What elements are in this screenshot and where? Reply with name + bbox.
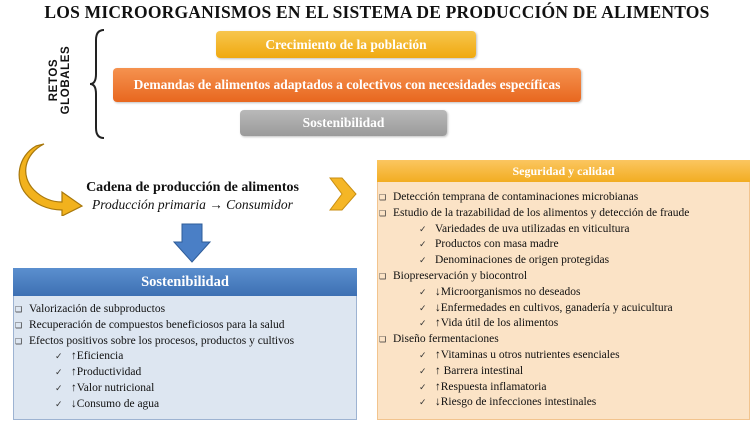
cadena-subtitle: Producción primaria → Consumidor <box>92 197 293 212</box>
seguridad-item-text: Denominaciones de origen protegidas <box>435 254 610 267</box>
seguridad-item-text: Variedades de uva utilizadas en viticultura <box>435 222 630 235</box>
curved-arrow-icon <box>14 140 86 216</box>
check-icon: ✓ <box>419 365 427 376</box>
square-bullet-icon: ❑ <box>379 193 387 202</box>
seguridad-list-item <box>377 316 747 332</box>
check-icon: ✓ <box>419 381 427 392</box>
sostenibilidad-list-item <box>13 397 353 413</box>
sostenibilidad-item-text: Recuperación de compuestos beneficiosos para la salud <box>29 318 285 331</box>
sostenibilidad-list-item <box>13 302 353 318</box>
square-bullet-icon: ❑ <box>15 320 23 330</box>
seguridad-list-item <box>377 253 747 269</box>
diagram-title: LOS MICROORGANISMOS EN EL SISTEMA DE PRODUCCIÓN DE ALIMENTOS <box>44 2 710 22</box>
seguridad-list-item <box>377 348 747 364</box>
square-bullet-icon: ❑ <box>379 271 387 281</box>
seguridad-item-text: Biopreservación y biocontrol <box>393 269 528 282</box>
brace-icon <box>88 28 108 140</box>
seguridad-list-item <box>377 190 747 206</box>
seguridad-item-text: ↓Microorganismos no deseados <box>435 285 581 298</box>
check-icon: ✓ <box>419 302 427 313</box>
seguridad-list-item <box>377 395 747 411</box>
reto-demandas-bar: Demandas de alimentos adaptados a colectivos con necesidades específicas <box>113 68 581 102</box>
sostenibilidad-list-item <box>13 318 353 334</box>
seguridad-list-item <box>377 285 747 301</box>
sostenibilidad-item-text: Valorización de subproductos <box>29 303 166 315</box>
sostenibilidad-item-text: Efectos positivos sobre los procesos, productos y cultivos <box>29 334 295 347</box>
cadena-title: Cadena de producción de alimentos <box>86 180 299 195</box>
down-arrow-icon <box>172 222 212 264</box>
check-icon: ✓ <box>55 382 63 393</box>
reto-crecimiento-bar: Crecimiento de la población <box>216 31 476 58</box>
seguridad-list <box>377 190 747 411</box>
seguridad-item-text: ↑Respuesta inflamatoria <box>435 380 547 393</box>
right-arrow-icon <box>328 174 358 214</box>
seguridad-item-text: ↑Vitaminas u otros nutrientes esenciales <box>435 348 620 361</box>
square-bullet-icon: ❑ <box>15 336 23 346</box>
sostenibilidad-item-text: ↑Valor nutricional <box>71 381 155 394</box>
sostenibilidad-list-item <box>13 381 353 397</box>
seguridad-item-text: Diseño fermentaciones <box>393 333 499 346</box>
check-icon: ✓ <box>419 255 427 266</box>
seguridad-list-item <box>377 380 747 396</box>
check-icon: ✓ <box>419 318 427 329</box>
seguridad-item-text: Detección temprana de contaminaciones microbianas <box>393 191 639 203</box>
seguridad-item-text: ↓Riesgo de infecciones intestinales <box>435 396 597 409</box>
check-icon: ✓ <box>55 398 63 409</box>
check-icon: ✓ <box>55 367 63 378</box>
check-icon: ✓ <box>419 397 427 408</box>
square-bullet-icon: ❑ <box>379 208 387 218</box>
check-icon: ✓ <box>419 239 427 250</box>
sostenibilidad-list-item <box>13 365 353 381</box>
reto-sostenibilidad-bar: Sostenibilidad <box>240 110 447 136</box>
square-bullet-icon: ❑ <box>379 335 387 345</box>
sostenibilidad-list <box>13 302 353 413</box>
check-icon: ✓ <box>55 351 63 362</box>
retos-globales-label: RETOS GLOBALES <box>48 45 72 115</box>
seguridad-item-text: ↑ Barrera intestinal <box>435 364 524 377</box>
seguridad-list-item <box>377 269 747 285</box>
square-bullet-icon: ❑ <box>15 305 23 314</box>
check-icon: ✓ <box>419 223 427 234</box>
seguridad-item-text: ↑Vida útil de los alimentos <box>435 317 559 330</box>
seguridad-list-item <box>377 364 747 380</box>
seguridad-item-text: Productos con masa madre <box>435 238 559 251</box>
check-icon: ✓ <box>419 286 427 297</box>
seguridad-list-item <box>377 237 747 253</box>
sostenibilidad-item-text: ↓Consumo de agua <box>71 397 160 410</box>
sostenibilidad-list-item <box>13 349 353 365</box>
sostenibilidad-item-text: ↑Eficiencia <box>71 350 124 363</box>
seguridad-item-text: ↓Enfermedades en cultivos, ganadería y acuicultura <box>435 301 673 314</box>
seguridad-list-item <box>377 301 747 317</box>
sostenibilidad-header: Sostenibilidad <box>13 268 357 296</box>
sostenibilidad-list-item <box>13 334 353 350</box>
sostenibilidad-item-text: ↑Productividad <box>71 366 142 379</box>
seguridad-list-item <box>377 222 747 238</box>
seguridad-list-item <box>377 206 747 222</box>
seguridad-list-item <box>377 332 747 348</box>
seguridad-header: Seguridad y calidad <box>377 160 750 182</box>
check-icon: ✓ <box>419 349 427 360</box>
seguridad-item-text: Estudio de la trazabilidad de los alimentos y detección de fraude <box>393 206 690 219</box>
